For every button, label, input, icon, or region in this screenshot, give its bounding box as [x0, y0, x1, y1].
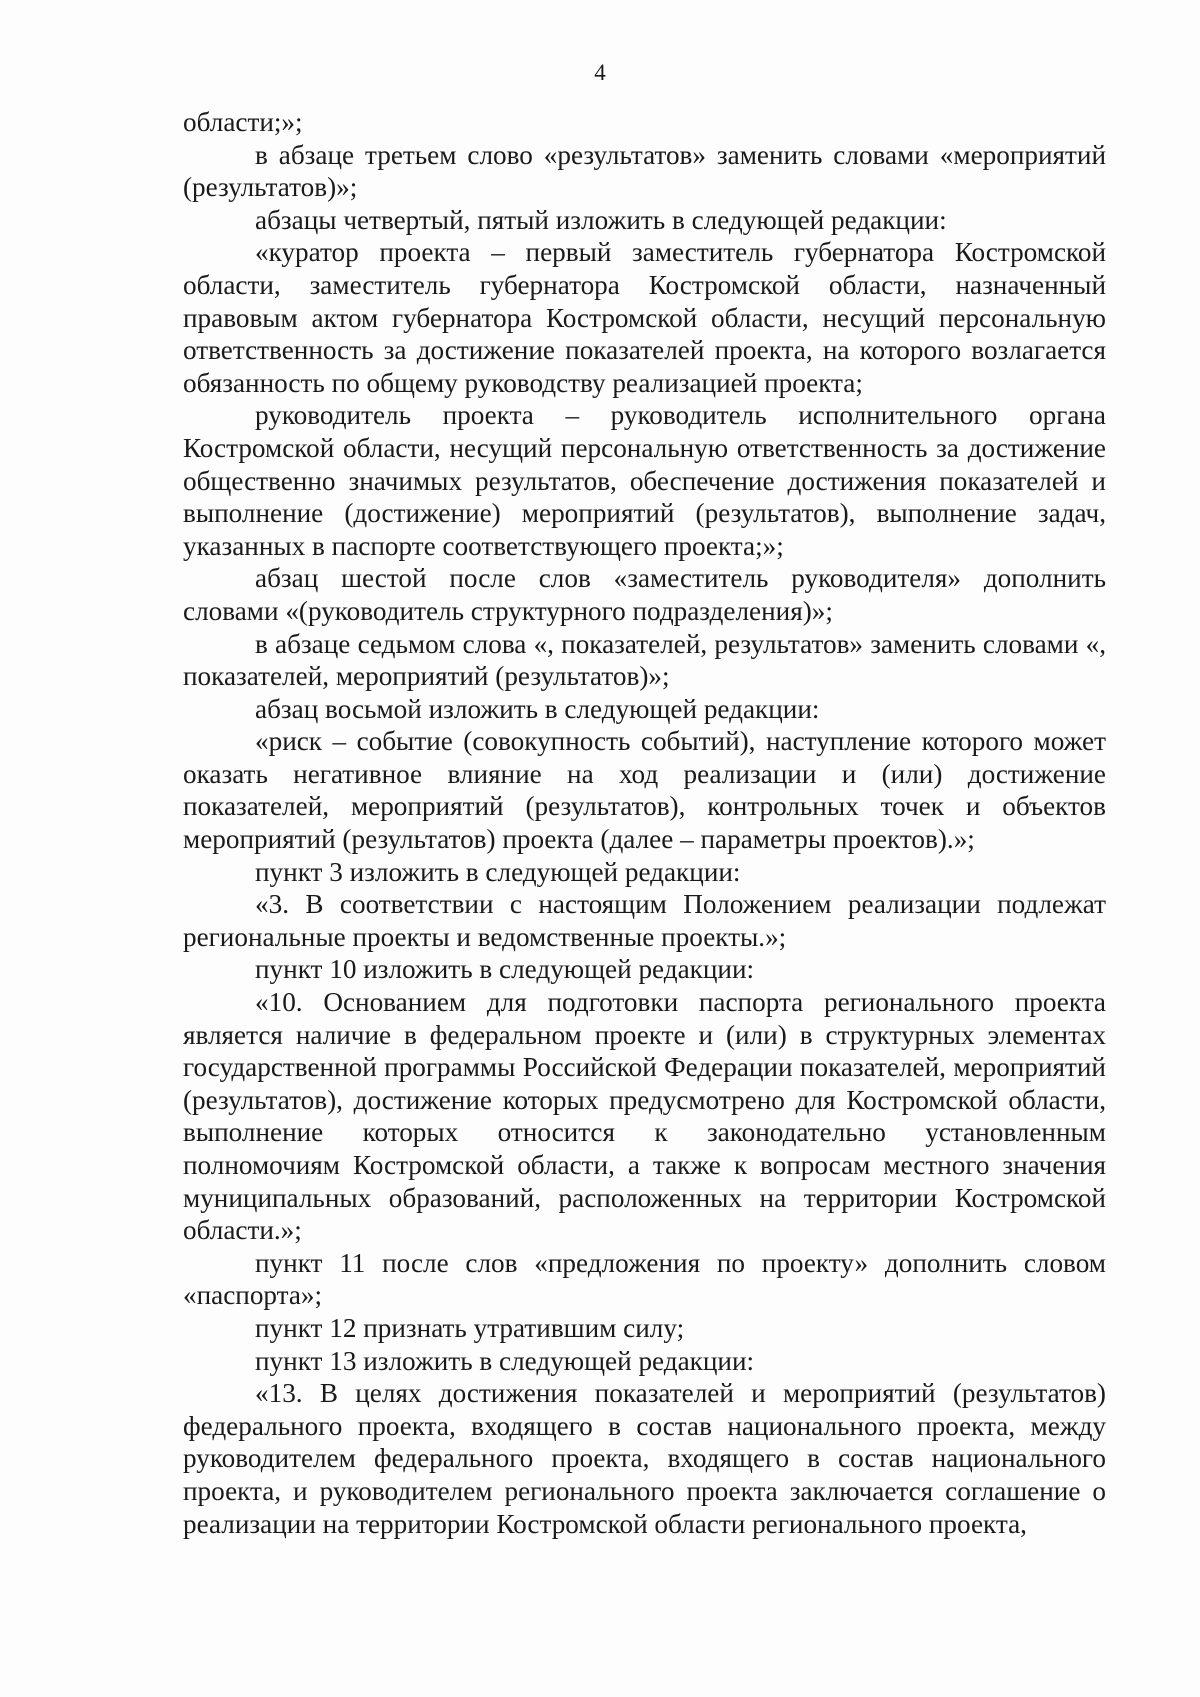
paragraph: области;»; — [183, 107, 303, 137]
paragraph: в абзаце третьем слово «результатов» заменить словами «мероприятий (результатов)»; — [183, 139, 1106, 203]
paragraph: «3. В соответствии с настоящим Положением реализации подлежат региональные проекты и ведомственные проекты.»; — [183, 889, 1106, 952]
paragraph: «риск – событие (совокупность событий), наступление которого может оказать негативное влияние на ход реализации и (или) достижение показателей, мероприятий (результатов), контрольных точек и объектов мероприятий (результатов) проекта (далее – параметры проектов).»; — [183, 726, 1106, 855]
paragraph: пункт 12 признать утратившим силу; — [255, 1312, 685, 1343]
document-body — [183, 106, 1106, 1540]
paragraph: абзац восьмой изложить в следующей редакции: — [255, 693, 820, 724]
paragraph: абзацы четвертый, пятый изложить в следующей редакции: — [255, 204, 947, 235]
paragraph: пункт 3 изложить в следующей редакции: — [255, 856, 741, 887]
paragraph: «куратор проекта – первый заместитель губернатора Костромской области, заместитель губернатора Костромской области, назначенный правовым актом губернатора Костромской области, несущий персональную ответственность за достижение показателей проекта, на которого возлагается обязанность по общему руководству реализацией проекта; — [183, 237, 1106, 398]
paragraph: в абзаце седьмом слова «, показателей, результатов» заменить словами «, показателей, мероприятий (результатов)»; — [183, 628, 1106, 692]
paragraph: пункт 10 изложить в следующей редакции: — [255, 954, 755, 985]
paragraph: руководитель проекта – руководитель исполнительного органа Костромской области, несущий персональную ответственность за достижение общественно значимых результатов, обеспечение достижения показателей и выполнение (достижение) мероприятий (результатов), выполнение задач, указанных в паспорте соответствующего проекта;»; — [183, 400, 1106, 561]
paragraph: «10. Основанием для подготовки паспорта регионального проекта является наличие в федеральном проекте и (или) в структурных элементах государственной программы Российской Федерации показателей, мероприятий (результатов), достижение которых предусмотрено для Костромской области, выполнение которых относится к законодательно установленным полномочиям Костромской области, а также к вопросам местного значения муниципальных образований, расположенных на территории Костромской области.»; — [183, 987, 1106, 1246]
paragraph: абзац шестой после слов «заместитель руководителя» дополнить словами «(руководитель структурного подразделения)»; — [183, 563, 1106, 626]
page-number: 4 — [594, 60, 606, 85]
paragraph: пункт 13 изложить в следующей редакции: — [255, 1345, 755, 1376]
paragraph: «13. В целях достижения показателей и мероприятий (результатов) федерального проекта, входящего в состав национального проекта, между руководителем федерального проекта, входящего в состав национального проекта, и руководителем регионального проекта заключается соглашение о реализации на территории Костромской области регионального проекта, — [183, 1378, 1106, 1539]
paragraph: пункт 11 после слов «предложения по проекту» дополнить словом «паспорта»; — [183, 1247, 1106, 1311]
